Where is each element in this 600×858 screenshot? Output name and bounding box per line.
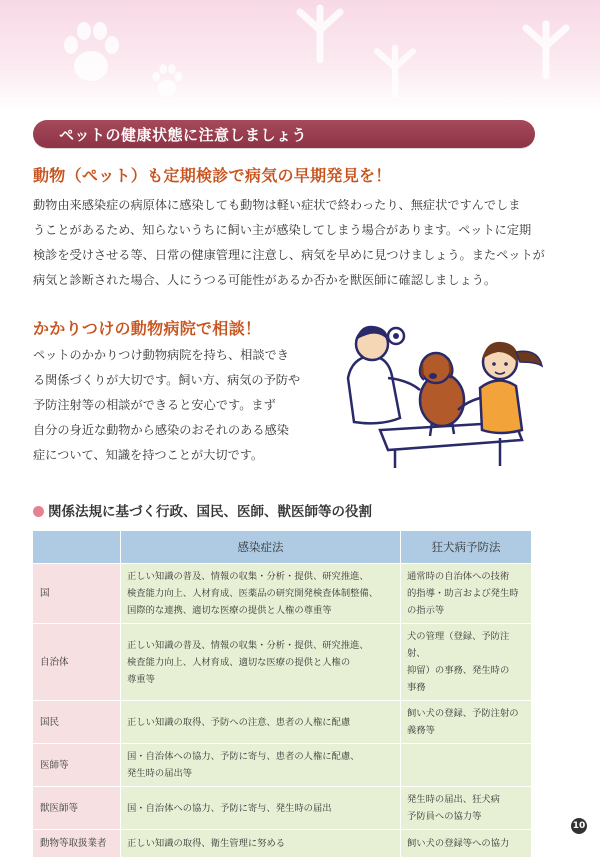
cell-line: 予防員への協力等 — [407, 811, 482, 822]
cell-line: 犬の管理（登録、予防注射、 — [407, 631, 510, 659]
table-cell — [401, 701, 532, 744]
cell-line: 正しい知識の取得、衛生管理に努める — [127, 838, 286, 849]
cell-line: 尊重等 — [127, 673, 155, 685]
bird-footprint-icon — [292, 4, 348, 64]
table-cell — [401, 624, 532, 701]
cell-line: の指示等 — [407, 605, 445, 616]
table-row — [33, 787, 532, 830]
section-title: ペットの健康状態に注意しましょう — [59, 126, 308, 144]
paragraph-line: 動物由来感染症の病原体に感染しても動物は軽い症状で終わったり、無症状ですんでしま — [33, 198, 521, 212]
roles-table-title — [33, 500, 372, 520]
table-cell — [121, 744, 401, 787]
paragraph-line: 検診を受けさせる等、日常の健康管理に注意し、病気を早めに見つけましょう。またペットが — [33, 248, 545, 262]
row-label: 動物等取扱業者 — [33, 830, 121, 858]
roles-table — [32, 530, 532, 858]
cell-line: 検査能力向上、人材育成、適切な医療の提供と人権の — [127, 656, 351, 668]
paragraph-line: る関係づくりが大切です。飼い方、病気の予防や — [33, 373, 301, 387]
bird-footprint-icon — [518, 20, 574, 80]
table-cell — [121, 701, 401, 744]
table-cell — [401, 830, 532, 858]
bird-footprint-icon — [370, 44, 420, 98]
cell-line: 通常時の自治体への技術 — [407, 571, 510, 582]
bullet-icon — [33, 506, 44, 517]
cell-line: 検査能力向上、人材育成、医薬品の研究開発検査体制整備、 — [127, 588, 379, 599]
paragraph-line: 病気と診断された場合、人にうつる可能性があるか否かを獣医師に確認しましょう。 — [33, 273, 497, 287]
row-label: 国民 — [33, 701, 121, 744]
section-title-bar — [33, 120, 535, 148]
vet-consult-heading: かかりつけの動物病院で相談！ — [33, 319, 262, 338]
paw-print-icon — [150, 62, 184, 100]
cell-line: 正しい知識の普及、情報の収集・分析・提供、研究推進、 — [127, 639, 369, 651]
table-cell — [121, 830, 401, 858]
cell-line: 正しい知識の普及、情報の収集・分析・提供、研究推進、 — [127, 571, 369, 582]
cell-line: 飼い犬の登録、予防注射の — [407, 708, 519, 719]
cell-line: 抑留）の事務、発生時の — [407, 665, 510, 676]
table-header-row — [33, 531, 532, 564]
row-label: 国 — [33, 564, 121, 624]
table-cell — [121, 787, 401, 830]
table-header-rabies-law: 狂犬病予防法 — [401, 531, 532, 564]
cell-line: 義務等 — [407, 725, 435, 736]
table-header-infectious-law: 感染症法 — [121, 531, 401, 564]
table-row — [33, 701, 532, 744]
table-cell — [401, 564, 532, 624]
checkup-paragraph — [33, 193, 563, 293]
paragraph-line: ペットのかかりつけ動物病院を持ち、相談でき — [33, 348, 289, 362]
paw-print-icon — [60, 18, 122, 88]
cell-line: 発生時の届出、狂犬病 — [407, 794, 500, 805]
checkup-heading: 動物（ペット）も定期検診で病気の早期発見を！ — [33, 166, 392, 185]
paragraph-line: 症について、知識を持つことが大切です。 — [33, 448, 264, 462]
paragraph-line: 自分の身近な動物から感染のおそれのある感染 — [33, 423, 289, 437]
table-cell — [401, 744, 532, 787]
cell-line: 正しい知識の取得、予防への注意、患者の人権に配慮 — [127, 716, 351, 728]
cell-line: 飼い犬の登録等への協力 — [407, 838, 510, 849]
table-cell — [121, 564, 401, 624]
cell-line: 的指導・助言および発生時 — [407, 588, 519, 599]
vet-examination-illustration — [340, 318, 555, 473]
table-header-blank — [33, 531, 121, 564]
table-cell — [401, 787, 532, 830]
cell-line: 国・自治体への協力、予防に寄与、患者の人権に配慮、 — [127, 751, 360, 762]
row-label: 医師等 — [33, 744, 121, 787]
page-number: 10 — [571, 818, 587, 834]
table-cell — [121, 624, 401, 701]
row-label: 自治体 — [33, 624, 121, 701]
row-label: 獣医師等 — [33, 787, 121, 830]
table-row — [33, 564, 532, 624]
cell-line: 国際的な連携、適切な医療の提供と人権の尊重等 — [127, 605, 332, 616]
roles-table-title-text: 関係法規に基づく行政、国民、医師、獣医師等の役割 — [48, 504, 372, 520]
cell-line: 国・自治体への協力、予防に寄与、発生時の届出 — [127, 802, 332, 814]
vet-consult-paragraph — [33, 343, 333, 468]
table-row — [33, 624, 532, 701]
table-row — [33, 830, 532, 858]
paragraph-line: 予防注射等の相談ができると安心です。まず — [33, 398, 276, 412]
cell-line: 発生時の届出等 — [127, 768, 193, 779]
paragraph-line: うことがあるため、知らないうちに飼い主が感染してしまう場合があります。ペットに定期 — [33, 223, 532, 237]
table-row — [33, 744, 532, 787]
cell-line: 事務 — [407, 682, 426, 693]
